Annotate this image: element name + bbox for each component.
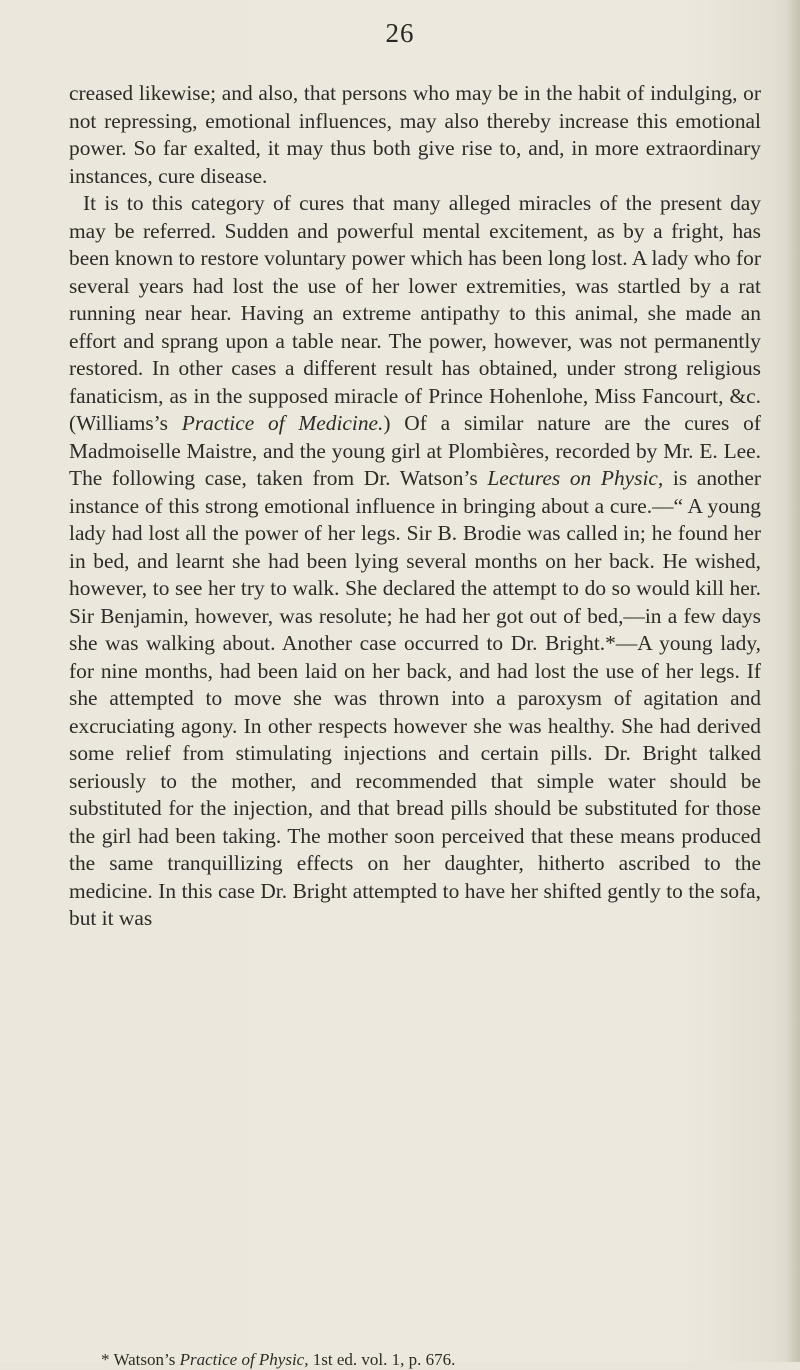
footnote-title: Practice of Physic, [179, 1350, 309, 1369]
footnote-text-b: 1st ed. vol. 1, p. 676. [308, 1350, 456, 1369]
paragraph-2-text-a: It is to this category of cures that many alleged miracles of the present day may be referred. Sudden and powerful mental excitement, as by a fright, has been known to restore voluntary power which has been long lost. A lady who for several years had lost the use of her lower extremities, was startled by a rat running near hear. Having an extreme antipathy to this animal, she made an effort and sprang upon a table near. The power, however, was not permanently restored. In other cases a different result has obtained, under strong religious fanaticism, as in the supposed miracle of Prince Hohenlohe, Miss Fancourt, &c. (Williams’s [69, 191, 761, 435]
footnote-text-a: * Watson’s [101, 1350, 180, 1369]
paragraph-1 [69, 80, 761, 190]
citation-practice-of-medicine: Practice of Medicine. [181, 411, 384, 435]
paragraph-1-text: creased likewise; and also, that persons who may be in the habit of indulging, or not repressing, emotional influences, may also thereby increase this emotional power. So far exalted, it may thus both give rise to, and, in more extraordinary instances, cure disease. [69, 81, 761, 188]
footnote [101, 1350, 761, 1370]
citation-lectures-on-physic: Lectures on Physic, [487, 466, 664, 490]
paragraph-2-text-c: is another instance of this strong emotional influence in bringing about a cure.—“ A young lady had lost all the power of her legs. Sir B. Brodie was called in; he found her in bed, and learnt she had been lying several months on her back. He wished, however, to see her try to walk. She declared the attempt to do so would kill her. Sir Benjamin, however, was resolute; he had her got out of bed,—in a few days she was walking about. Another case occurred to Dr. Bright.*—A young lady, for nine months, had been laid on her back, and had lost the use of her legs. If she attempted to move she was thrown into a paroxysm of agitation and excruciating agony. In other respects however she was healthy. She had derived some relief from stimulating injections and certain pills. Dr. Bright talked seriously to the mother, and recommended that simple water should be substituted for the injection, and that bread pills should be substituted for those the girl had been taking. The mother soon perceived that these means produced the same tranquillizing effects on her daughter, hitherto ascribed to the medicine. In this case Dr. Bright attempted to have her shifted gently to the sofa, but it was [69, 466, 761, 930]
page-edge-shadow [786, 0, 800, 1362]
paragraph-2-text-b: ) Of a similar nature are the cures of Madmoiselle Maistre, and the young girl at Plombières, recorded by Mr. E. Lee. The following case, taken from Dr. Watson’s [69, 411, 761, 490]
page-number: 26 [385, 18, 415, 48]
paragraph-2 [69, 190, 761, 933]
body-text [69, 80, 761, 933]
